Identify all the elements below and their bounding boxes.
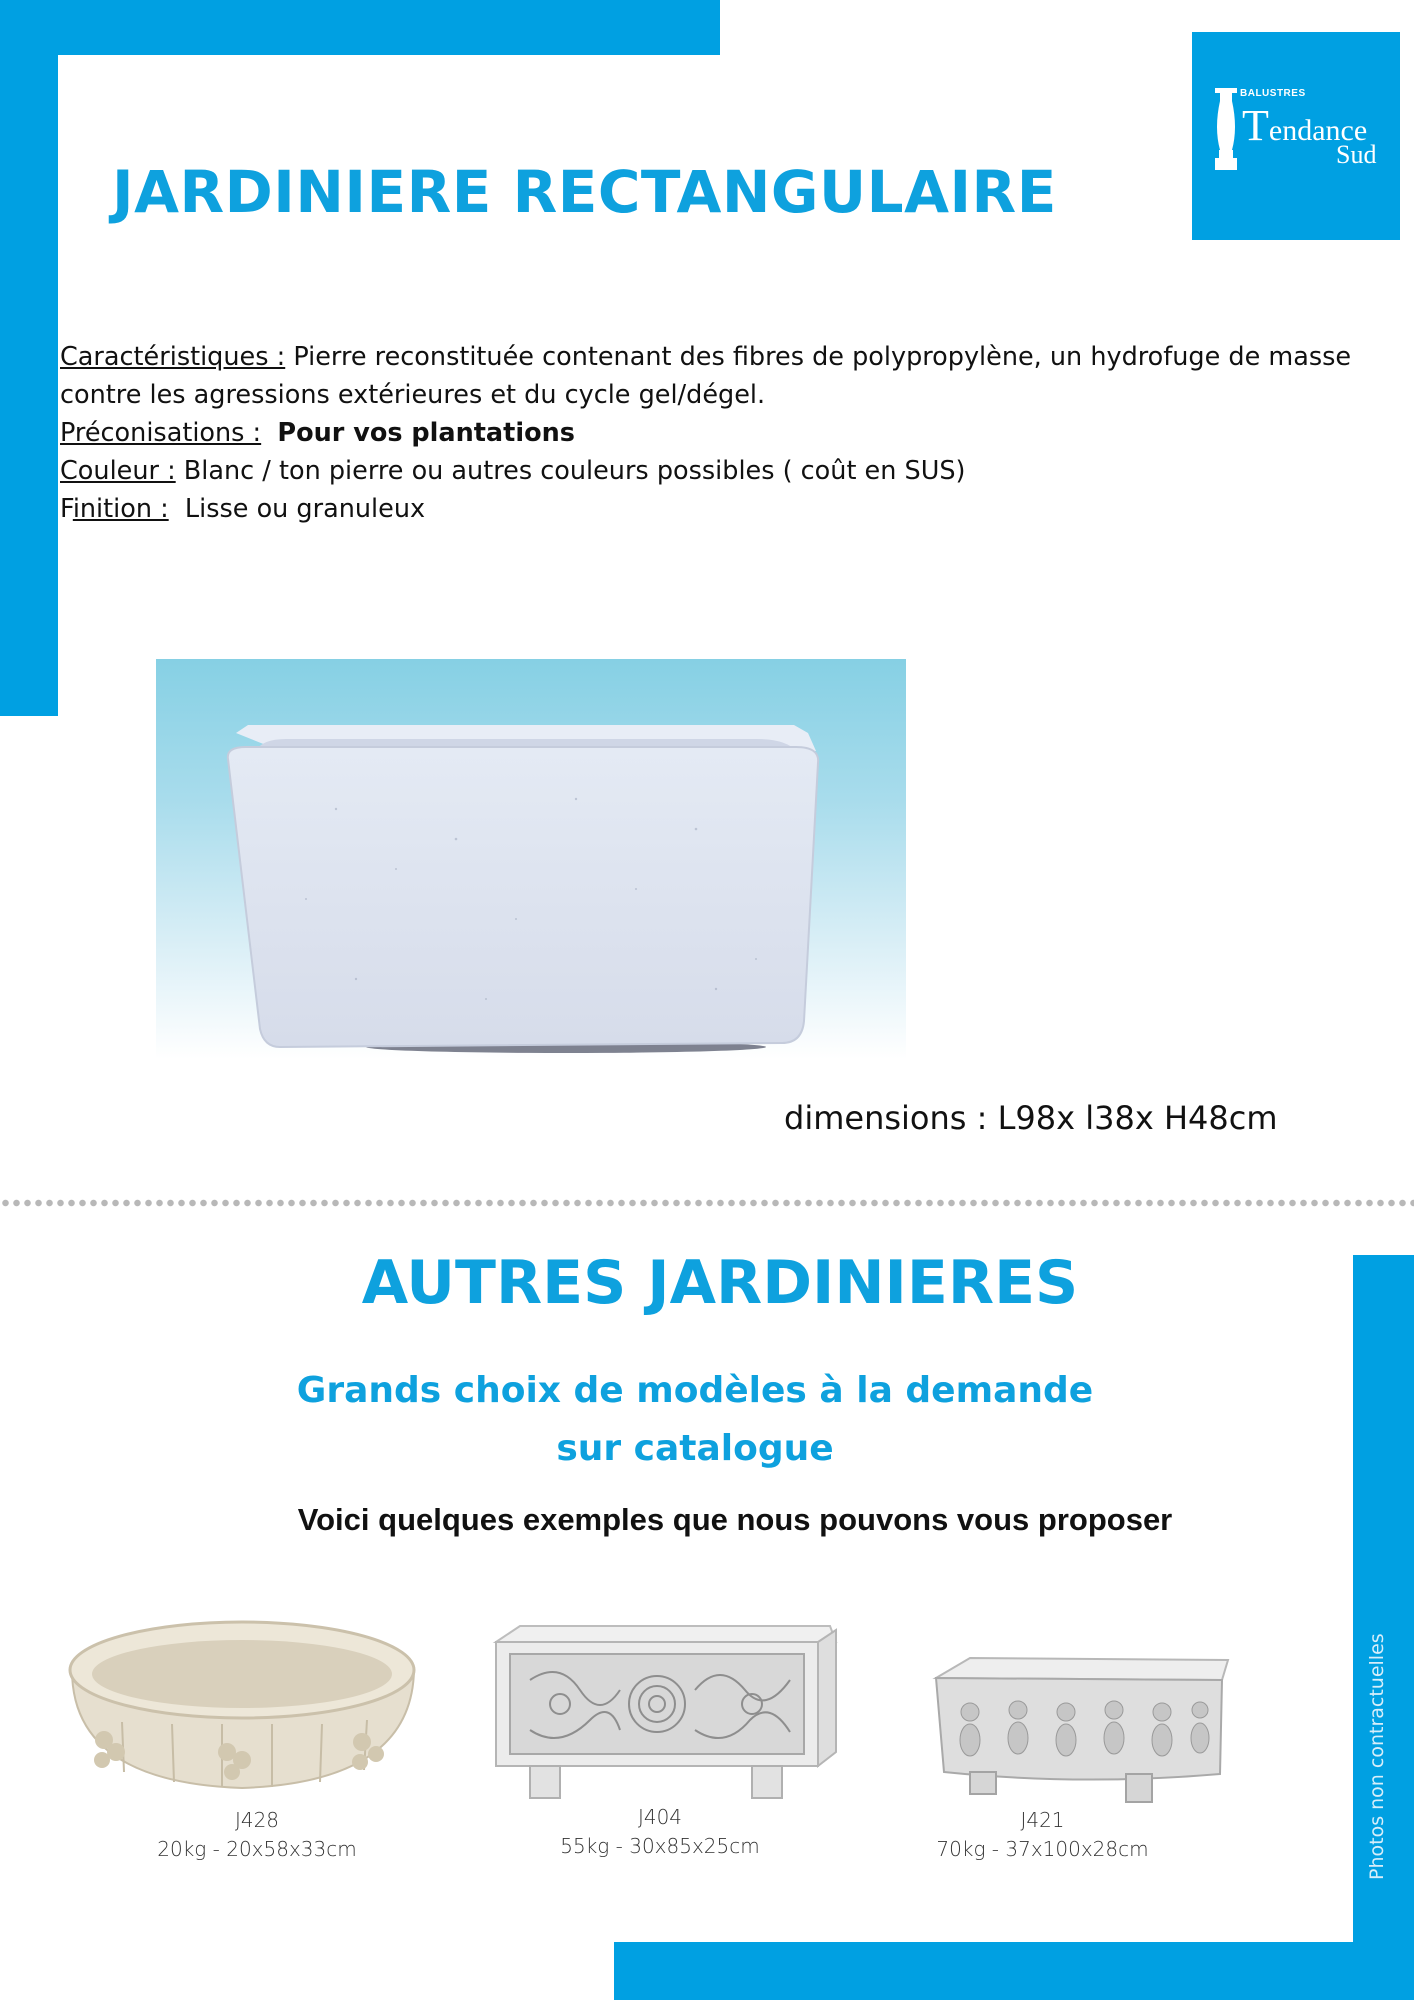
spec-value: Pour vos plantations [277,418,575,448]
examples-intro: Voici quelques exemples que nous pouvons vous proposer [297,1502,1173,1537]
product-details: 70kg - 37x100x28cm [936,1837,1149,1861]
product-photo [156,659,906,1059]
product-caption-j404 [540,1803,780,1861]
spec-label: Couleur : [60,456,176,486]
baluster-icon [1214,88,1238,170]
product-caption-j428 [112,1806,402,1864]
product-details: 20kg - 20x58x33cm [157,1837,357,1861]
subtitle-line: Grands choix de modèles à la demande [296,1370,1094,1411]
product-ref: J421 [1020,1808,1065,1832]
product-ref: J428 [234,1808,280,1832]
spec-caracteristiques [60,338,1370,414]
photos-disclaimer: Photos non contractuelles [1366,1633,1388,1880]
section-subtitle [0,1362,1390,1478]
product-details: 55kg - 30x85x25cm [560,1834,760,1858]
page-title: JARDINIERE RECTANGULAIRE [112,158,1057,226]
spec-label: inition : [72,494,169,524]
logo-sub-text: Sud [1336,140,1377,169]
spec-label-initial: F [60,494,73,524]
top-frame-bar [0,0,720,55]
section-title: AUTRES JARDINIERES [361,1248,1079,1318]
section-divider [0,1199,1414,1207]
product-specs [60,338,1370,528]
spec-couleur [60,452,1370,490]
product-image-j421 [930,1652,1230,1817]
product-image-j428 [62,1612,422,1792]
product-caption-j421 [920,1806,1165,1864]
logo-main-text: Tendance [1242,101,1368,150]
brand-logo [1192,32,1400,240]
spec-label: Caractéristiques : [60,342,286,372]
spec-value: Blanc / ton pierre ou autres couleurs possibles ( coût en SUS) [183,456,966,486]
spec-finition [60,490,1370,528]
product-ref: J404 [637,1805,683,1829]
left-frame-bar [0,0,58,716]
product-image-j404 [490,1620,840,1805]
spec-value: Pierre reconstituée contenant des fibres de polypropylène, un hydrofuge de masse contre les agressions extérieures et du cycle gel/dégel. [60,342,1352,410]
subtitle-line: sur catalogue [556,1428,834,1469]
spec-preconisations [60,414,1370,452]
product-dimensions: dimensions : L98x l38x H48cm [784,1099,1278,1137]
logo-top-text: BALUSTRES [1240,88,1306,99]
bottom-frame-bar [614,1942,1414,2000]
spec-value: Lisse ou granuleux [184,494,426,524]
spec-label: Préconisations : [60,418,262,448]
